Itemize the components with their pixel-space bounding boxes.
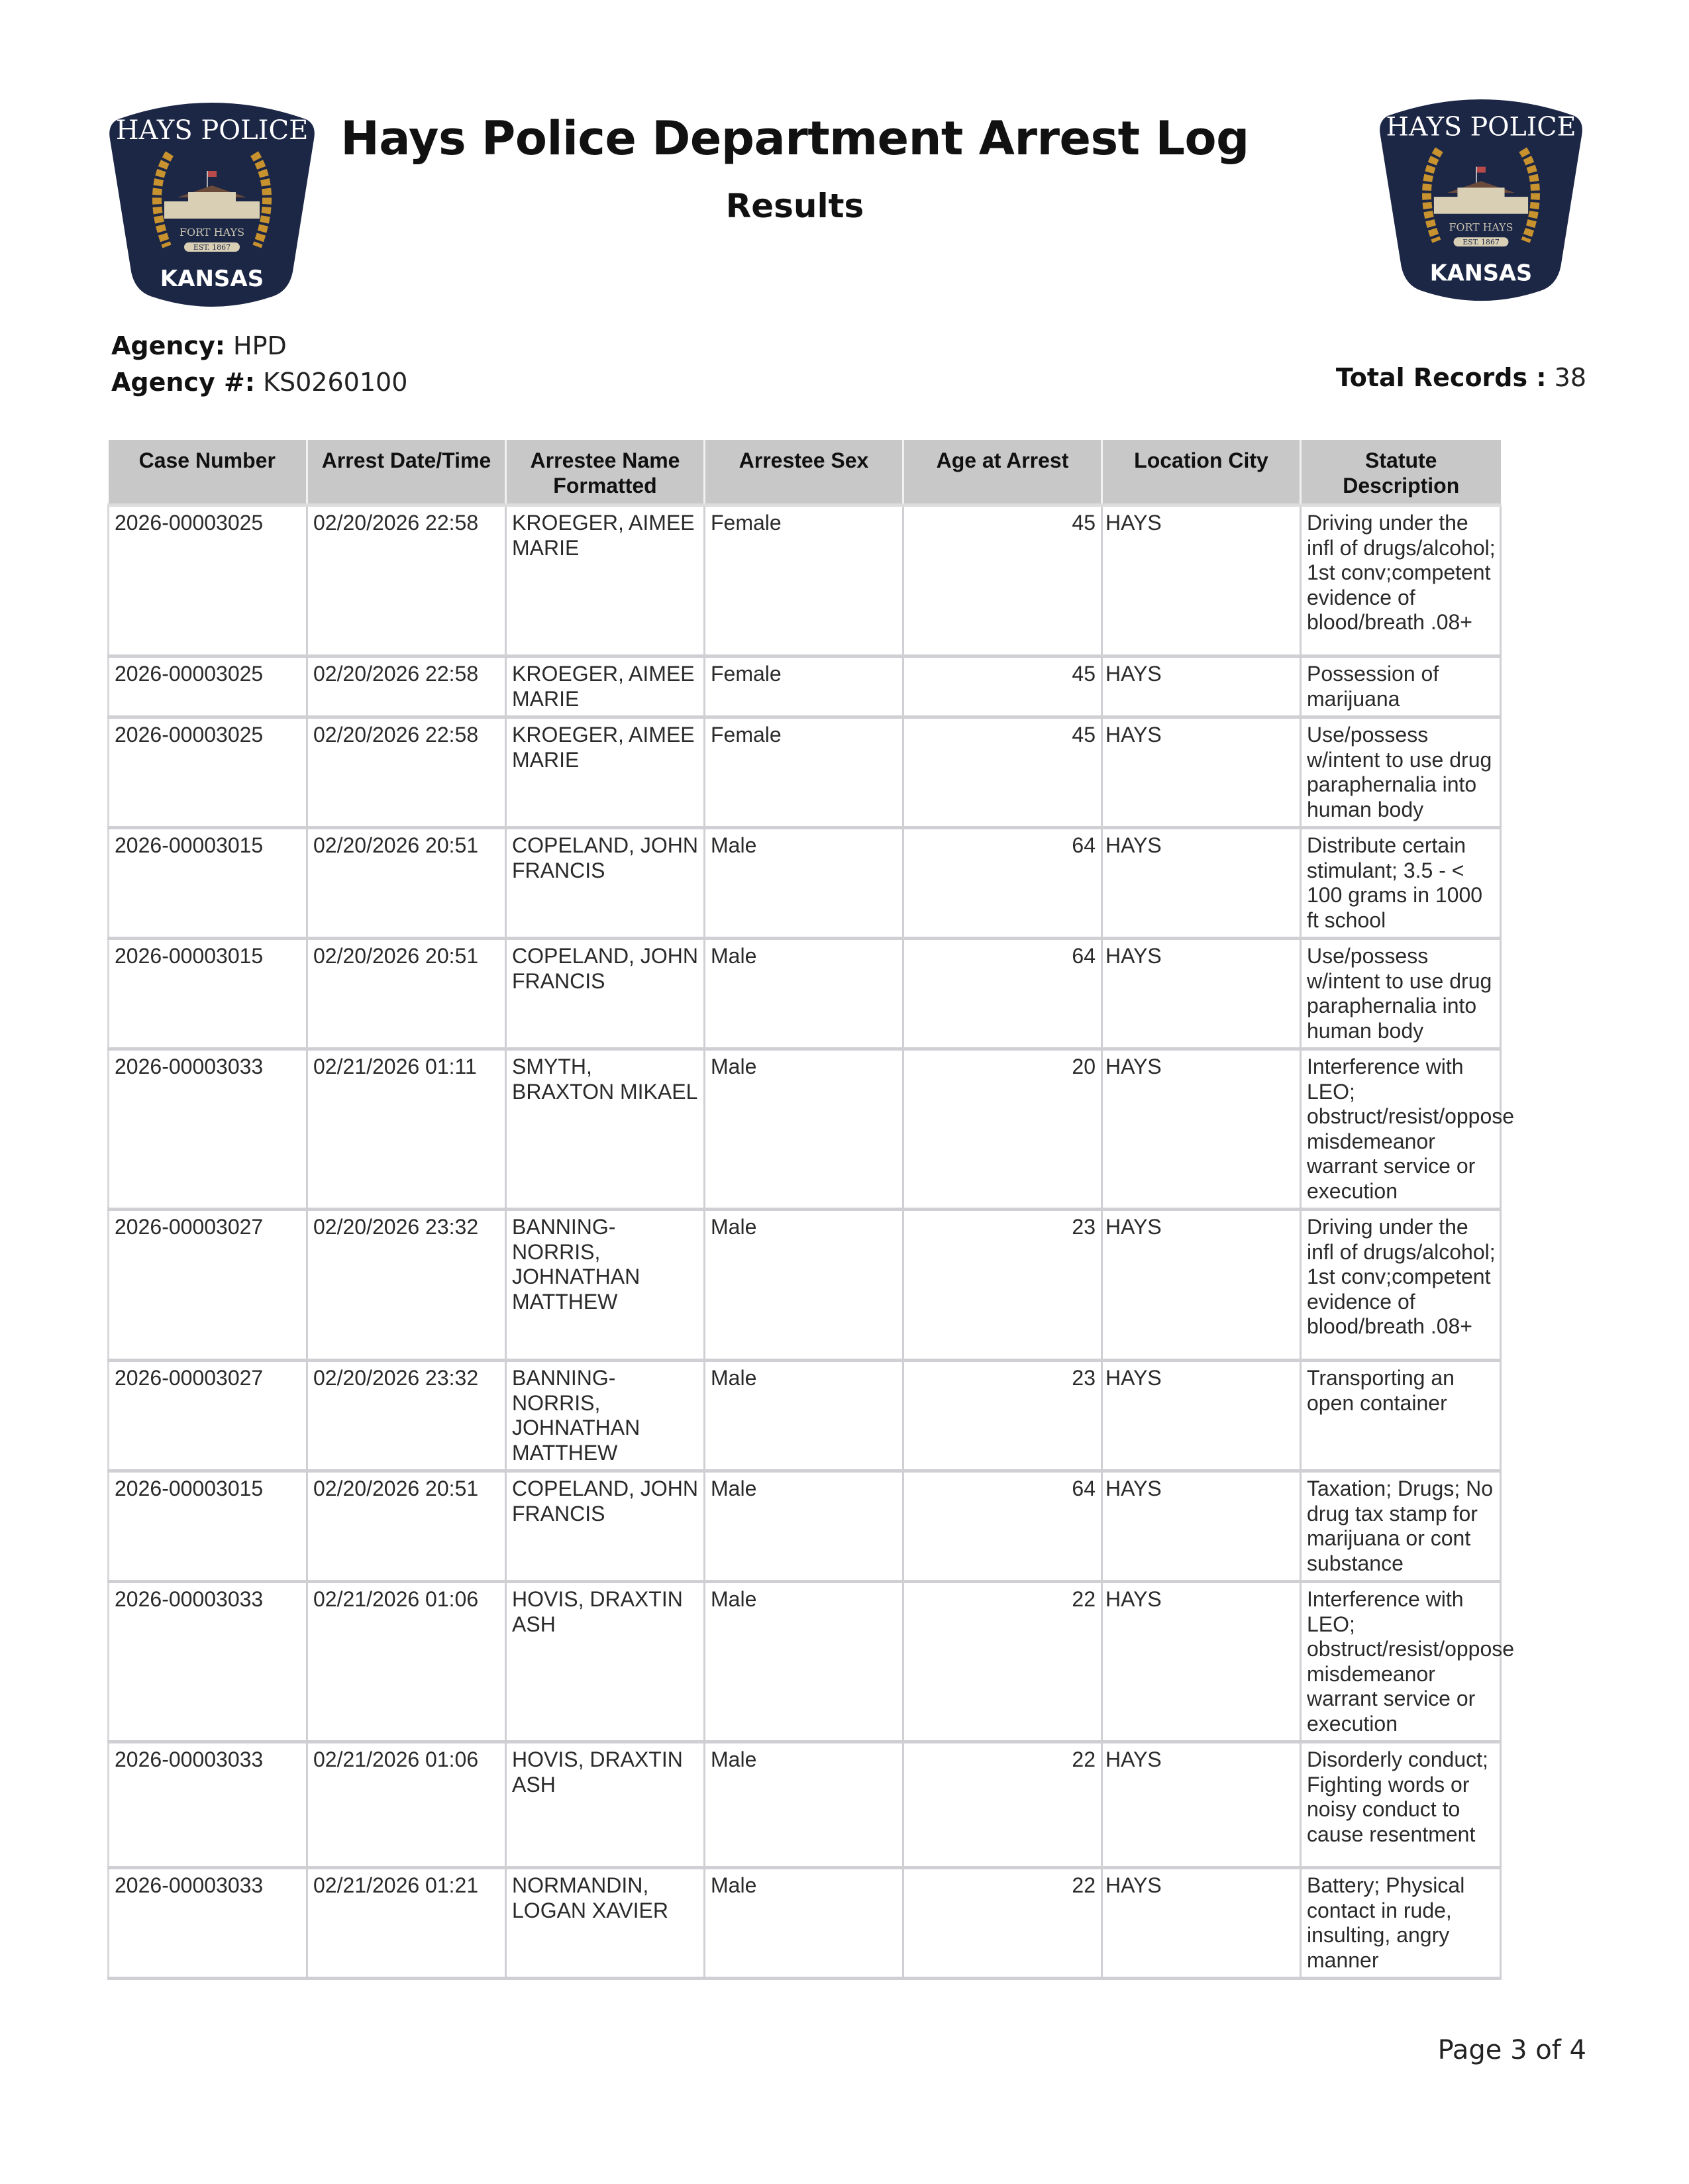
column-header-arrest-datetime: Arrest Date/Time (307, 440, 506, 505)
column-header-age-at-arrest: Age at Arrest (903, 440, 1102, 505)
statute-description-cell: Driving under the infl of drugs/alcohol; 1st conv;competent evidence of blood/breath .08+ (1301, 1210, 1501, 1361)
arrestee-sex-cell: Female (705, 717, 903, 828)
location-city-cell: HAYS (1102, 1361, 1301, 1471)
agency-number-value: KS0260100 (263, 368, 408, 397)
agency-number-label: Agency #: (111, 368, 255, 397)
arrestee-name-cell: HOVIS, DRAXTIN ASH (506, 1742, 705, 1868)
case-number-cell: 2026-00003033 (109, 1742, 307, 1868)
age-at-arrest-cell: 22 (903, 1742, 1102, 1868)
case-number-cell: 2026-00003033 (109, 1049, 307, 1210)
table-row (109, 1210, 1501, 1361)
location-city-cell: HAYS (1102, 828, 1301, 939)
arrestee-sex-cell: Male (705, 1471, 903, 1582)
total-records-value: 38 (1554, 363, 1586, 392)
age-at-arrest-cell: 20 (903, 1049, 1102, 1210)
location-city-cell: HAYS (1102, 939, 1301, 1049)
badge-left-bottom-text: KANSAS (160, 266, 264, 292)
arrestee-sex-cell: Male (705, 1742, 903, 1868)
page-title (0, 111, 1689, 166)
arrestee-name-cell: KROEGER, AIMEE MARIE (506, 717, 705, 828)
arrestee-name-cell: KROEGER, AIMEE MARIE (506, 505, 705, 656)
arrest-datetime-cell: 02/20/2026 22:58 (307, 656, 506, 717)
arrest-datetime-cell: 02/20/2026 22:58 (307, 717, 506, 828)
arrestee-name-cell: NORMANDIN, LOGAN XAVIER (506, 1868, 705, 1979)
table-body (109, 505, 1515, 1979)
badge-left-est-text: EST. 1867 (193, 243, 231, 252)
location-city-cell: HAYS (1102, 1471, 1301, 1582)
badge-right-top-text: HAYS POLICE (1386, 111, 1576, 142)
arrestee-sex-cell: Female (705, 656, 903, 717)
location-city-cell: HAYS (1102, 1049, 1301, 1210)
column-header-case-number: Case Number (109, 440, 307, 505)
case-number-cell: 2026-00003015 (109, 828, 307, 939)
arrestee-name-cell: KROEGER, AIMEE MARIE (506, 656, 705, 717)
location-city-cell: HAYS (1102, 1868, 1301, 1979)
age-at-arrest-cell: 64 (903, 828, 1102, 939)
arrestee-sex-cell: Female (705, 505, 903, 656)
statute-description-cell: Battery; Physical contact in rude, insulting, angry manner (1301, 1868, 1501, 1979)
badge-right-middle-text: FORT HAYS (1449, 221, 1513, 234)
case-number-cell: 2026-00003033 (109, 1582, 307, 1742)
location-city-cell: HAYS (1102, 1582, 1301, 1742)
arrestee-sex-cell: Male (705, 1868, 903, 1979)
arrestee-name-cell: COPELAND, JOHN FRANCIS (506, 828, 705, 939)
case-number-cell: 2026-00003025 (109, 656, 307, 717)
table-header-row (109, 440, 1501, 505)
age-at-arrest-cell: 45 (903, 656, 1102, 717)
arrestee-name-cell: BANNING-NORRIS, JOHNATHAN MATTHEW (506, 1361, 705, 1471)
table-row (109, 939, 1501, 1049)
arrest-log-table (107, 440, 1515, 1980)
case-number-cell: 2026-00003025 (109, 505, 307, 656)
arrest-datetime-cell: 02/21/2026 01:11 (307, 1049, 506, 1210)
case-number-cell: 2026-00003015 (109, 1471, 307, 1582)
agency-number-line (111, 368, 407, 397)
arrestee-sex-cell: Male (705, 1210, 903, 1361)
column-header-arrestee-name: Arrestee Name Formatted (506, 440, 705, 505)
statute-description-cell: Possession of marijuana (1301, 656, 1501, 717)
badge-left-middle-text: FORT HAYS (179, 226, 245, 238)
column-header-statute-description: Statute Description (1301, 440, 1501, 505)
case-number-cell: 2026-00003027 (109, 1210, 307, 1361)
arrestee-name-cell: SMYTH, BRAXTON MIKAEL (506, 1049, 705, 1210)
statute-description-cell: Driving under the infl of drugs/alcohol; 1st conv;competent evidence of blood/breath .08+ (1301, 505, 1501, 656)
arrest-datetime-cell: 02/20/2026 23:32 (307, 1210, 506, 1361)
case-number-cell: 2026-00003025 (109, 717, 307, 828)
age-at-arrest-cell: 23 (903, 1361, 1102, 1471)
table-row (109, 828, 1501, 939)
arrestee-sex-cell: Male (705, 828, 903, 939)
arrest-datetime-cell: 02/20/2026 20:51 (307, 939, 506, 1049)
table-row (109, 1868, 1501, 1979)
arrestee-sex-cell: Male (705, 1582, 903, 1742)
arrest-datetime-cell: 02/21/2026 01:06 (307, 1742, 506, 1868)
statute-description-cell: Use/possess w/intent to use drug paraphernalia into human body (1301, 939, 1501, 1049)
page-number: Page 3 of 4 (1437, 2035, 1586, 2065)
location-city-cell: HAYS (1102, 656, 1301, 717)
arrestee-name-cell: COPELAND, JOHN FRANCIS (506, 1471, 705, 1582)
page-subtitle (0, 187, 1689, 225)
age-at-arrest-cell: 64 (903, 939, 1102, 1049)
age-at-arrest-cell: 45 (903, 505, 1102, 656)
arrest-datetime-cell: 02/20/2026 22:58 (307, 505, 506, 656)
page-title-text: Hays Police Department Arrest Log (340, 111, 1249, 166)
badge-right-est-text: EST. 1867 (1462, 238, 1500, 247)
statute-description-cell: Distribute certain stimulant; 3.5 - < 100 grams in 1000 ft school (1301, 828, 1501, 939)
arrest-datetime-cell: 02/20/2026 20:51 (307, 828, 506, 939)
arrestee-sex-cell: Male (705, 1049, 903, 1210)
agency-value: HPD (233, 331, 287, 360)
arrestee-sex-cell: Male (705, 939, 903, 1049)
statute-description-cell: Transporting an open container (1301, 1361, 1501, 1471)
table-row (109, 1582, 1501, 1742)
location-city-cell: HAYS (1102, 505, 1301, 656)
age-at-arrest-cell: 23 (903, 1210, 1102, 1361)
statute-description-cell: Use/possess w/intent to use drug paraphernalia into human body (1301, 717, 1501, 828)
table-row (109, 1049, 1501, 1210)
location-city-cell: HAYS (1102, 1742, 1301, 1868)
total-records (1336, 363, 1586, 392)
case-number-cell: 2026-00003027 (109, 1361, 307, 1471)
column-header-arrestee-sex: Arrestee Sex (705, 440, 903, 505)
badge-left-top-text: HAYS POLICE (115, 115, 309, 146)
arrest-datetime-cell: 02/21/2026 01:06 (307, 1582, 506, 1742)
table-row (109, 1361, 1501, 1471)
statute-description-cell: Interference with LEO; obstruct/resist/oppose misdemeanor warrant service or execution (1301, 1582, 1501, 1742)
location-city-cell: HAYS (1102, 1210, 1301, 1361)
location-city-cell: HAYS (1102, 717, 1301, 828)
badge-right-bottom-text: KANSAS (1429, 260, 1533, 286)
case-number-cell: 2026-00003033 (109, 1868, 307, 1979)
case-number-cell: 2026-00003015 (109, 939, 307, 1049)
arrest-datetime-cell: 02/21/2026 01:21 (307, 1868, 506, 1979)
table-row (109, 1471, 1501, 1582)
agency-line (111, 331, 287, 360)
arrestee-name-cell: HOVIS, DRAXTIN ASH (506, 1582, 705, 1742)
age-at-arrest-cell: 22 (903, 1582, 1102, 1742)
table-row (109, 717, 1501, 828)
table-row (109, 1742, 1501, 1868)
table-row (109, 505, 1501, 656)
table-row (109, 656, 1501, 717)
page-subtitle-text: Results (725, 187, 864, 225)
agency-label: Agency: (111, 331, 225, 360)
arrest-datetime-cell: 02/20/2026 23:32 (307, 1361, 506, 1471)
total-records-label: Total Records : (1335, 363, 1547, 392)
arrest-datetime-cell: 02/20/2026 20:51 (307, 1471, 506, 1582)
age-at-arrest-cell: 45 (903, 717, 1102, 828)
age-at-arrest-cell: 22 (903, 1868, 1102, 1979)
arrestee-sex-cell: Male (705, 1361, 903, 1471)
column-header-location-city: Location City (1102, 440, 1301, 505)
arrestee-name-cell: BANNING-NORRIS, JOHNATHAN MATTHEW (506, 1210, 705, 1361)
statute-description-cell: Interference with LEO; obstruct/resist/oppose misdemeanor warrant service or execution (1301, 1049, 1501, 1210)
statute-description-cell: Taxation; Drugs; No drug tax stamp for marijuana or cont substance (1301, 1471, 1501, 1582)
arrestee-name-cell: COPELAND, JOHN FRANCIS (506, 939, 705, 1049)
age-at-arrest-cell: 64 (903, 1471, 1102, 1582)
statute-description-cell: Disorderly conduct; Fighting words or noisy conduct to cause resentment (1301, 1742, 1501, 1868)
